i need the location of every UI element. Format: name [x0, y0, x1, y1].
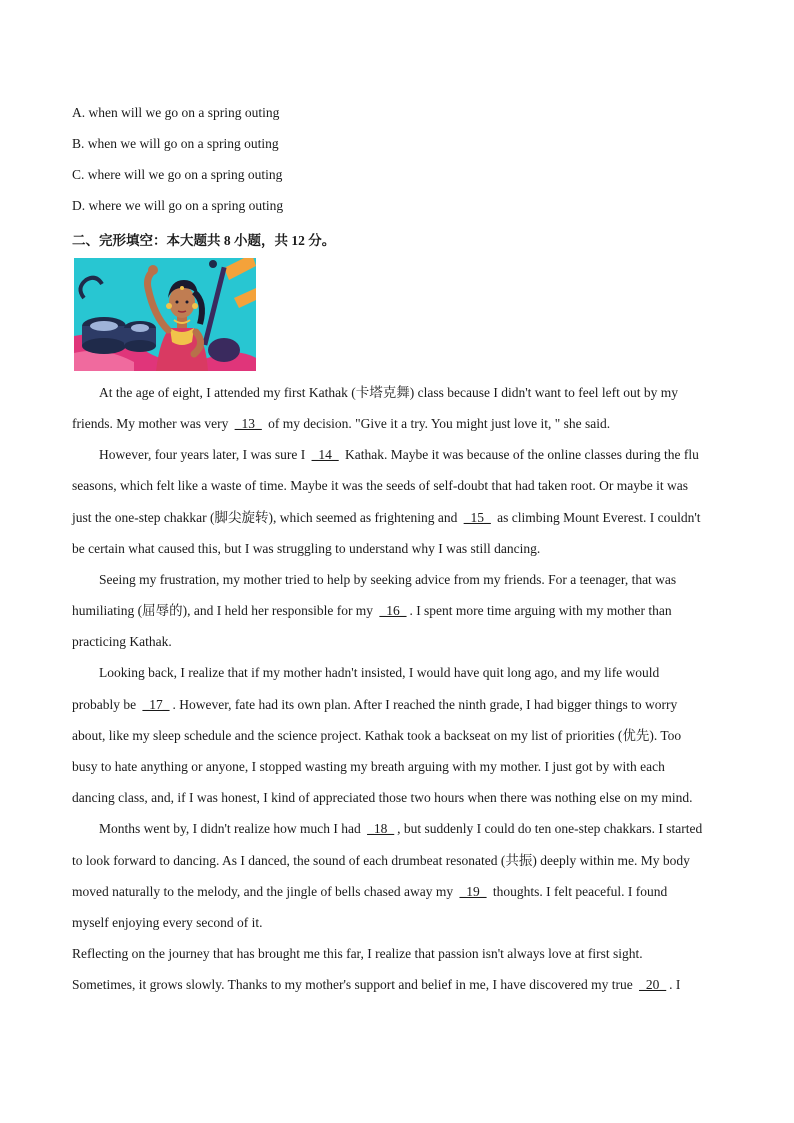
option-b: B. when we will go on a spring outing [72, 136, 279, 151]
passage-line: Seeing my frustration, my mother tried to help by seeking advice from my friends. For a teenager, that was [99, 572, 677, 587]
passage-line: to look forward to dancing. As I danced, the sound of each drumbeat resonated (共振) deeply within me. My body [72, 853, 690, 868]
blank-19: _19_ [459, 884, 487, 899]
option-a: A. when will we go on a spring outing [72, 105, 280, 120]
blank-17: _17_ [142, 697, 170, 712]
passage-line: moved naturally to the melody, and the jingle of bells chased away my _19_ thoughts. I felt peaceful. I found [72, 884, 668, 899]
passage-line: friends. My mother was very _13_ of my decision. "Give it a try. You might just love it, " she said. [72, 416, 611, 431]
kathak-dancer-illustration [74, 258, 256, 371]
passage-line: be certain what caused this, but I was struggling to understand why I was still dancing. [72, 541, 541, 556]
blank-16: _16_ [379, 603, 407, 618]
passage-line: Sometimes, it grows slowly. Thanks to my mother's support and belief in me, I have discovered my true _20_ . I [72, 977, 681, 992]
passage-line: dancing class, and, if I was honest, I kind of appreciated those two hours when there was nothing else on my mind. [72, 790, 693, 805]
passage-line: Reflecting on the journey that has brought me this far, I realize that passion isn't always love at first sight. [72, 946, 643, 961]
section-heading: 二、完形填空：本大题共 8 小题，共 12 分。 [72, 233, 336, 248]
passage-line: Looking back, I realize that if my mother hadn't insisted, I would have quit long ago, and my life would [99, 665, 660, 680]
option-d: D. where we will go on a spring outing [72, 198, 284, 213]
passage-line: just the one-step chakkar (脚尖旋转), which seemed as frightening and _15_ as climbing Mount Everest. I couldn't [72, 510, 701, 525]
passage-line: busy to hate anything or anyone, I stopped wasting my breath arguing with my mother. I just got by with each [72, 759, 665, 774]
blank-15: _15_ [463, 510, 491, 525]
passage-line: practicing Kathak. [72, 634, 172, 649]
option-c: C. where will we go on a spring outing [72, 167, 283, 182]
passage-line: myself enjoying every second of it. [72, 915, 263, 930]
passage-line: However, four years later, I was sure I _14_ Kathak. Maybe it was because of the online classes during the flu [99, 447, 699, 462]
passage-line: Months went by, I didn't realize how much I had _18_ , but suddenly I could do ten one-step chakkars. I started [99, 821, 703, 836]
passage-line: seasons, which felt like a waste of time. Maybe it was the seeds of self-doubt that had taken root. Or maybe it was [72, 478, 688, 493]
blank-14: _14_ [311, 447, 339, 462]
passage-line: about, like my sleep schedule and the science project. Kathak took a backseat on my list of priorities (优先). Too [72, 728, 682, 743]
blank-18: _18_ [367, 821, 395, 836]
passage-line: At the age of eight, I attended my first Kathak (卡塔克舞) class because I didn't want to feel left out by my [99, 385, 679, 400]
blank-20: _20_ [639, 977, 667, 992]
passage-line: humiliating (屈辱的), and I held her responsible for my _16_ . I spent more time arguing with my mother than [72, 603, 672, 618]
passage-line: probably be _17_ . However, fate had its own plan. After I reached the ninth grade, I had bigger things to worry [72, 697, 678, 712]
blank-13: _13_ [234, 416, 262, 431]
